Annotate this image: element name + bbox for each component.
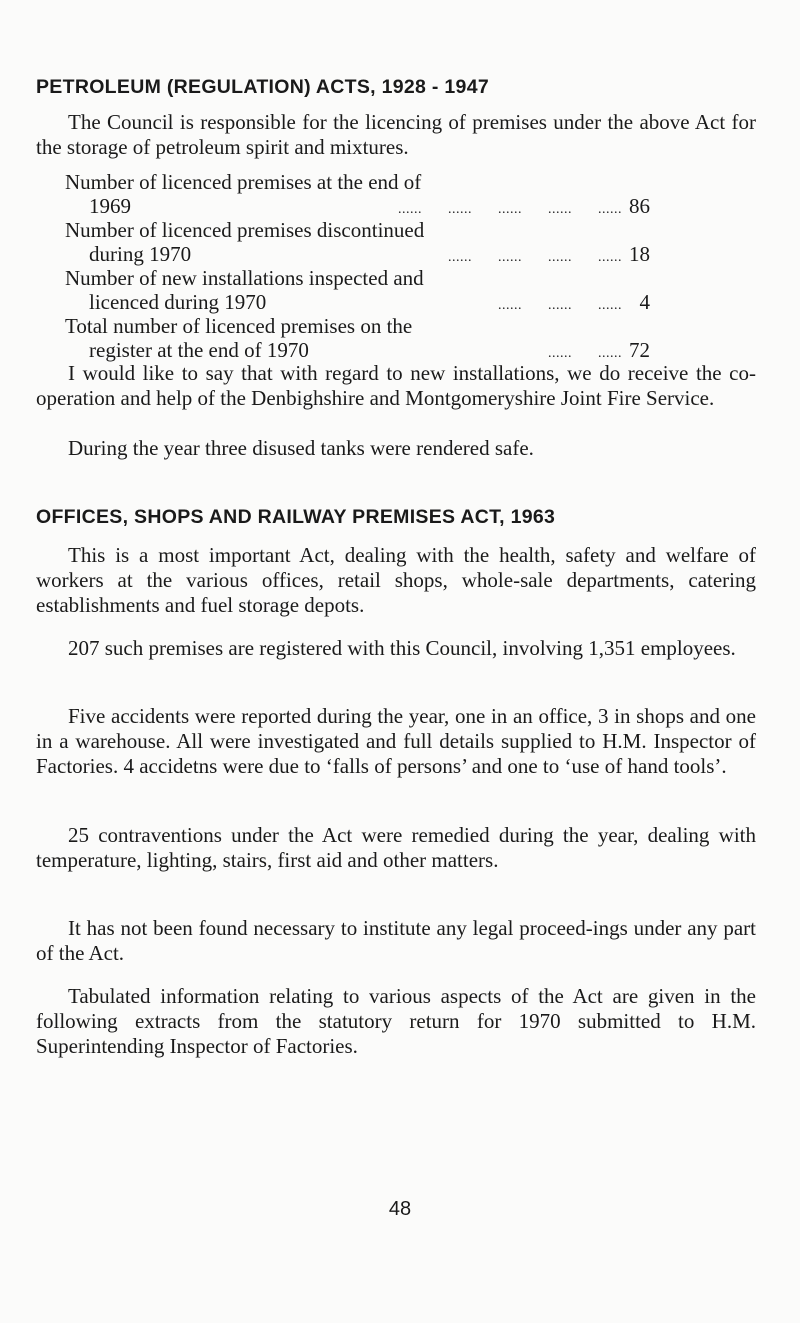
offices-paragraph: Tabulated information relating to various aspects of the Act are given in the following extracts from the statutory return for 1970 submitted to H.M. Superintending Inspector of Factories.: [36, 984, 756, 1058]
petroleum-intro: The Council is responsible for the licencing of premises under the above Act for the storage of petroleum spirit and mixtures.: [36, 110, 756, 159]
stat-item: [65, 266, 650, 318]
stat-label-line1: Number of new installations inspected and: [65, 266, 424, 290]
petroleum-paragraph: I would like to say that with regard to new installations, we do receive the co-operation and help of the Denbighshire and Montgomeryshire Joint Fire Service.: [36, 361, 756, 410]
offices-paragraph: Five accidents were reported during the year, one in an office, 3 in shops and one in a warehouse. All were investigated and full details supplied to H.M. Inspector of Factories. 4 accidetns were due to ‘falls of persons’ and one to ‘use of hand tools’.: [36, 704, 756, 778]
offices-heading: OFFICES, SHOPS AND RAILWAY PREMISES ACT, 1963: [36, 506, 556, 528]
dot-leader: ...... ...... ......: [498, 298, 622, 313]
stat-value: 4: [639, 290, 650, 314]
petroleum-paragraph: During the year three disused tanks were rendered safe.: [68, 436, 534, 460]
petroleum-heading: PETROLEUM (REGULATION) ACTS, 1928 - 1947: [36, 76, 489, 98]
stat-item: [65, 218, 650, 270]
dot-leader: ...... ......: [548, 346, 622, 361]
stat-item: [65, 314, 650, 366]
stat-label-line2: during 1970: [89, 242, 192, 266]
offices-paragraph: 25 contraventions under the Act were remedied during the year, dealing with temperature, lighting, stairs, first aid and other matters.: [36, 823, 756, 872]
stat-value: 18: [629, 242, 650, 266]
stat-item: [65, 170, 650, 222]
page-number: 48: [388, 1198, 412, 1220]
offices-paragraph: 207 such premises are registered with this Council, involving 1,351 employees.: [68, 636, 736, 660]
stat-label-line2: register at the end of 1970: [89, 338, 309, 362]
stat-label-line1: Number of licenced premises discontinued: [65, 218, 425, 242]
stat-label-line1: Number of licenced premises at the end of: [65, 170, 422, 194]
stat-value: 86: [629, 194, 650, 218]
offices-paragraph: It has not been found necessary to institute any legal proceed-ings under any part of the Act.: [36, 916, 756, 965]
offices-paragraph: This is a most important Act, dealing with the health, safety and welfare of workers at the various offices, retail shops, whole-sale departments, catering establishments and fuel storage depots.: [36, 543, 756, 617]
stat-label-line1: Total number of licenced premises on the: [65, 314, 413, 338]
stat-label-line2: licenced during 1970: [89, 290, 267, 314]
stat-label-line2: 1969: [89, 194, 131, 218]
dot-leader: ...... ...... ...... ...... ......: [398, 202, 622, 217]
dot-leader: ...... ...... ...... ......: [448, 250, 622, 265]
stat-value: 72: [629, 338, 650, 362]
